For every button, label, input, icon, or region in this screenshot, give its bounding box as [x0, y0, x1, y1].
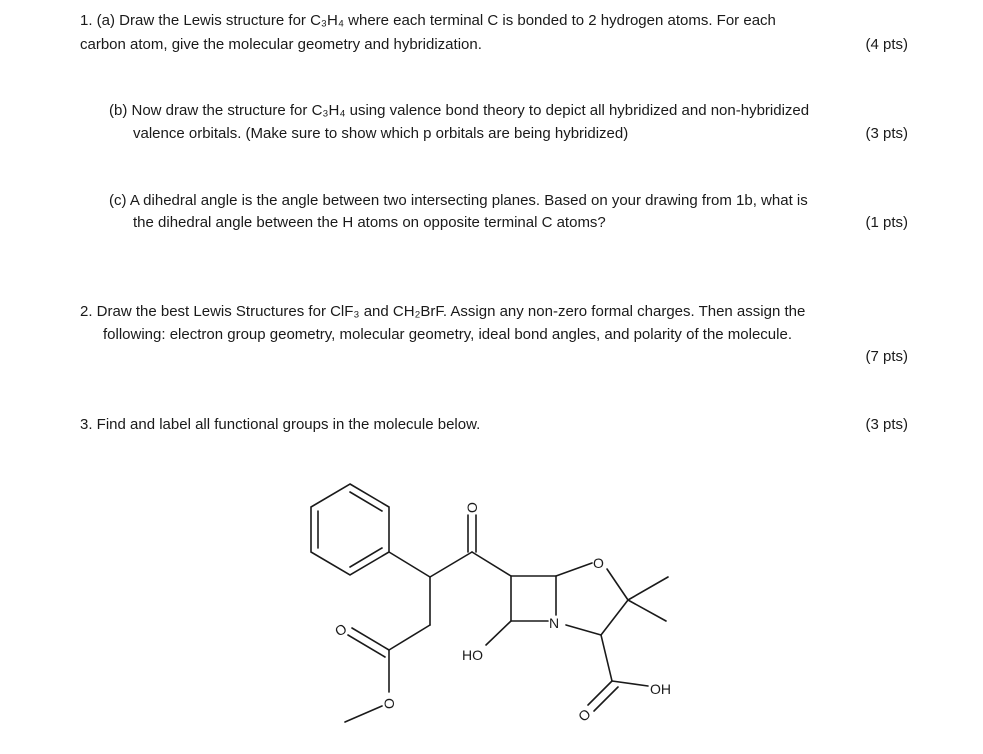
bond-o-to-methyl	[345, 706, 382, 722]
q3-text-line1: 3. Find and label all functional groups in the molecule below.	[80, 416, 481, 433]
methyl-2	[628, 600, 666, 621]
ring-cme2-to-c	[601, 600, 628, 635]
acid-carbonyl-oxygen-label: O	[574, 705, 594, 725]
ring-o-to-cme2	[607, 569, 628, 600]
benzene-inner-bond-1	[350, 492, 382, 511]
q1a-text-line1: 1. (a) Draw the Lewis structure for C₃H₄ where each terminal C is bonded to 2 hydrogen atoms. For each	[80, 12, 776, 29]
ring-c-to-o	[556, 563, 592, 576]
q1b-points: (3 pts)	[865, 125, 908, 142]
q2-points: (7 pts)	[865, 348, 908, 365]
bond-ketone-to-beta-lactam	[472, 552, 511, 576]
acid-oh-label: OH	[650, 681, 671, 697]
ester-carbonyl-bond-1	[352, 628, 389, 650]
bond-alpha-to-ketone	[430, 552, 472, 577]
nitrogen-label: N	[549, 615, 560, 631]
q2-text-line2: following: electron group geometry, molecular geometry, ideal bond angles, and polarity of the molecule.	[103, 326, 792, 343]
bond-lactam-to-ho	[486, 621, 511, 645]
bond-c-to-acid	[601, 635, 612, 681]
benzene-inner-bond-2	[350, 548, 382, 567]
ester-oxygen-label: O	[381, 698, 397, 709]
bond-ring-to-alpha	[389, 552, 430, 577]
q1a-text-line2: carbon atom, give the molecular geometry and hybridization.	[80, 36, 482, 53]
acid-carbonyl-bond-2	[594, 687, 618, 711]
ring-oxygen-label: O	[593, 555, 604, 571]
methyl-1	[628, 577, 668, 600]
bond-ch2-to-ester-c	[389, 625, 430, 650]
ketone-oxygen-label: O	[464, 502, 480, 513]
q3-points: (3 pts)	[865, 416, 908, 433]
ester-carbonyl-oxygen-label: O	[331, 620, 350, 640]
ring-c-to-n	[566, 625, 601, 635]
q1c-text-line2: the dihedral angle between the H atoms on opposite terminal C atoms?	[133, 214, 606, 231]
q1b-text-line1: (b) Now draw the structure for C₃H₄ using valence bond theory to depict all hybridized and non-hybridized	[109, 102, 810, 119]
q1c-text-line1: (c) A dihedral angle is the angle between two intersecting planes. Based on your drawing from 1b, what is	[109, 192, 808, 209]
ester-carbonyl-bond-2	[348, 635, 385, 657]
q1c-points: (1 pts)	[865, 214, 908, 231]
q1b-text-line2: valence orbitals. (Make sure to show which p orbitals are being hybridized)	[133, 125, 629, 142]
benzene-ring	[311, 484, 389, 575]
q1a-points: (4 pts)	[865, 36, 908, 53]
acid-to-oh	[612, 681, 648, 686]
acid-carbonyl-bond-1	[588, 681, 612, 705]
hydroxyl-label: HO	[462, 647, 483, 663]
q2-text-line1: 2. Draw the best Lewis Structures for ClF₃ and CH₂BrF. Assign any non-zero formal charges. Then assign the	[80, 303, 806, 320]
